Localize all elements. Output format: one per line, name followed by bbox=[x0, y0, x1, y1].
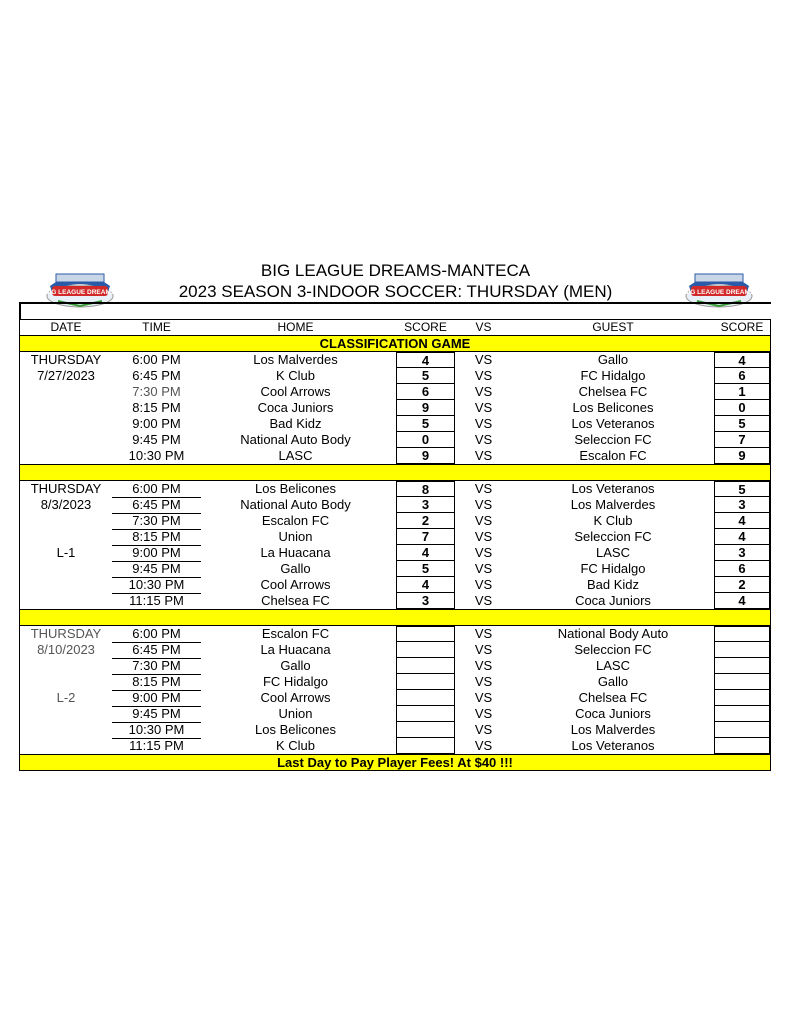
date-cell: 7/27/2023 bbox=[37, 368, 95, 383]
game-row bbox=[20, 497, 770, 513]
game-row bbox=[20, 674, 770, 690]
home-team: Los Belicones bbox=[255, 722, 336, 737]
guest-team: Bad Kidz bbox=[586, 577, 640, 592]
vs-label: VS bbox=[474, 706, 493, 721]
game-row bbox=[20, 593, 770, 609]
game-row bbox=[20, 626, 770, 642]
date-cell bbox=[20, 561, 112, 577]
home-score: 8 bbox=[396, 481, 455, 497]
guest-score bbox=[714, 642, 770, 658]
home-team: Union bbox=[278, 529, 313, 544]
vs-label: VS bbox=[474, 690, 493, 705]
date-cell bbox=[20, 448, 112, 464]
game-row bbox=[20, 706, 770, 722]
time-cell: 7:30 PM bbox=[112, 513, 201, 530]
home-score bbox=[396, 738, 455, 754]
vs-label: VS bbox=[474, 577, 493, 592]
home-team: Cool Arrows bbox=[260, 384, 331, 399]
home-score bbox=[396, 722, 455, 738]
guest-team: Coca Juniors bbox=[575, 593, 651, 608]
time-cell: 6:00 PM bbox=[112, 481, 201, 498]
vs-label: VS bbox=[474, 722, 493, 737]
column-header-row bbox=[20, 320, 770, 336]
guest-team: National Body Auto bbox=[557, 626, 669, 641]
weeks-container bbox=[20, 352, 770, 754]
guest-score: 2 bbox=[714, 577, 770, 593]
home-team: Escalon FC bbox=[261, 626, 330, 641]
column-header-date: DATE bbox=[50, 320, 82, 334]
guest-team: K Club bbox=[593, 513, 633, 528]
time-cell: 8:15 PM bbox=[132, 400, 181, 415]
home-team: Los Malverdes bbox=[253, 352, 338, 367]
time-cell: 9:45 PM bbox=[132, 432, 181, 447]
home-team: Cool Arrows bbox=[260, 577, 331, 592]
home-score bbox=[396, 626, 455, 642]
home-score: 9 bbox=[396, 400, 455, 416]
guest-team: Los Belicones bbox=[572, 400, 654, 415]
time-cell: 9:45 PM bbox=[112, 706, 201, 723]
time-cell: 8:15 PM bbox=[112, 529, 201, 546]
guest-score bbox=[714, 738, 770, 754]
home-score: 5 bbox=[396, 368, 455, 384]
vs-label: VS bbox=[474, 513, 493, 528]
week-separator bbox=[20, 464, 770, 481]
home-score bbox=[396, 690, 455, 706]
guest-score: 5 bbox=[714, 481, 770, 497]
date-cell bbox=[20, 658, 112, 674]
game-row bbox=[20, 577, 770, 593]
classification-banner: CLASSIFICATION GAME bbox=[20, 336, 770, 352]
date-cell bbox=[20, 722, 112, 738]
game-row bbox=[20, 561, 770, 577]
home-team: K Club bbox=[275, 368, 316, 383]
vs-label: VS bbox=[474, 561, 493, 576]
guest-team: Chelsea FC bbox=[578, 690, 648, 705]
guest-team: Los Malverdes bbox=[570, 722, 656, 737]
vs-label: VS bbox=[474, 545, 493, 560]
guest-score: 6 bbox=[714, 561, 770, 577]
guest-score: 0 bbox=[714, 400, 770, 416]
home-team: FC Hidalgo bbox=[262, 674, 329, 689]
column-header-guest-score: SCORE bbox=[720, 320, 764, 334]
home-score bbox=[396, 642, 455, 658]
footer-note: Last Day to Pay Player Fees! At $40 !!! bbox=[20, 754, 770, 770]
time-cell: 10:30 PM bbox=[112, 577, 201, 594]
game-row bbox=[20, 529, 770, 545]
time-cell: 7:30 PM bbox=[132, 384, 181, 399]
page-subtitle: 2023 SEASON 3-INDOOR SOCCER: THURSDAY (MEN) bbox=[178, 282, 613, 301]
home-team: Gallo bbox=[280, 561, 311, 576]
home-team: Escalon FC bbox=[261, 513, 330, 528]
home-score: 4 bbox=[396, 545, 455, 561]
home-team: Cool Arrows bbox=[260, 690, 331, 705]
time-cell: 7:30 PM bbox=[112, 658, 201, 675]
guest-score: 5 bbox=[714, 416, 770, 432]
game-row bbox=[20, 448, 770, 464]
home-team: LASC bbox=[278, 448, 313, 463]
guest-score bbox=[714, 706, 770, 722]
game-row bbox=[20, 384, 770, 400]
time-cell: 9:00 PM bbox=[132, 416, 181, 431]
date-cell bbox=[20, 738, 112, 754]
home-score: 5 bbox=[396, 561, 455, 577]
guest-score bbox=[714, 690, 770, 706]
vs-label: VS bbox=[474, 674, 493, 689]
game-row bbox=[20, 400, 770, 416]
home-score bbox=[396, 674, 455, 690]
column-header-vs: VS bbox=[475, 320, 492, 334]
vs-label: VS bbox=[474, 368, 493, 383]
guest-team: Seleccion FC bbox=[574, 432, 652, 447]
time-cell: 6:00 PM bbox=[112, 626, 201, 643]
home-score: 4 bbox=[396, 577, 455, 593]
home-score: 2 bbox=[396, 513, 455, 529]
date-cell bbox=[20, 577, 112, 593]
vs-label: VS bbox=[474, 352, 493, 367]
guest-team: Gallo bbox=[597, 674, 629, 689]
guest-score: 1 bbox=[714, 384, 770, 400]
guest-score bbox=[714, 722, 770, 738]
date-cell: 8/10/2023 bbox=[37, 642, 95, 657]
home-team: Union bbox=[278, 706, 313, 721]
column-header-home: HOME bbox=[277, 320, 314, 334]
guest-score: 4 bbox=[714, 529, 770, 545]
guest-team: LASC bbox=[596, 658, 630, 673]
guest-team: FC Hidalgo bbox=[580, 368, 646, 383]
time-cell: 6:00 PM bbox=[132, 352, 181, 367]
date-cell bbox=[20, 416, 112, 432]
guest-score bbox=[714, 658, 770, 674]
game-row bbox=[20, 368, 770, 384]
guest-team: Los Veteranos bbox=[571, 416, 655, 431]
time-cell: 8:15 PM bbox=[112, 674, 201, 691]
date-cell: THURSDAY bbox=[30, 352, 102, 367]
schedule-table bbox=[19, 319, 771, 771]
home-team: National Auto Body bbox=[240, 432, 351, 447]
game-row bbox=[20, 642, 770, 658]
time-cell: 6:45 PM bbox=[132, 368, 181, 383]
guest-score: 6 bbox=[714, 368, 770, 384]
vs-label: VS bbox=[474, 432, 493, 447]
vs-label: VS bbox=[474, 738, 493, 753]
guest-team: Los Veteranos bbox=[571, 738, 655, 753]
column-header-home-score: SCORE bbox=[404, 320, 447, 334]
date-cell bbox=[20, 674, 112, 690]
title-rule-tick bbox=[19, 302, 21, 320]
vs-label: VS bbox=[474, 400, 493, 415]
date-cell bbox=[20, 432, 112, 448]
home-score: 7 bbox=[396, 529, 455, 545]
page-title: BIG LEAGUE DREAMS-MANTECA bbox=[260, 261, 531, 280]
time-cell: 9:45 PM bbox=[112, 561, 201, 578]
time-cell: 11:15 PM bbox=[112, 593, 201, 610]
time-cell: 6:45 PM bbox=[112, 497, 201, 514]
home-score: 9 bbox=[396, 448, 455, 464]
home-score bbox=[396, 706, 455, 722]
home-team: National Auto Body bbox=[240, 497, 351, 512]
date-cell bbox=[20, 706, 112, 722]
game-row bbox=[20, 738, 770, 754]
time-cell: 6:45 PM bbox=[112, 642, 201, 659]
date-cell bbox=[20, 384, 112, 400]
game-row bbox=[20, 352, 770, 368]
vs-label: VS bbox=[474, 416, 493, 431]
guest-score: 7 bbox=[714, 432, 770, 448]
vs-label: VS bbox=[474, 658, 493, 673]
vs-label: VS bbox=[474, 448, 493, 463]
date-cell: THURSDAY bbox=[30, 481, 102, 496]
vs-label: VS bbox=[474, 529, 493, 544]
time-cell: 11:15 PM bbox=[112, 738, 201, 755]
guest-score: 9 bbox=[714, 448, 770, 464]
vs-label: VS bbox=[474, 497, 493, 512]
date-cell bbox=[20, 593, 112, 609]
svg-text:BIG LEAGUE DREAMS: BIG LEAGUE DREAMS bbox=[683, 289, 755, 296]
game-row bbox=[20, 690, 770, 706]
guest-team: Seleccion FC bbox=[574, 642, 652, 657]
home-score: 3 bbox=[396, 497, 455, 513]
home-team: La Huacana bbox=[260, 642, 331, 657]
home-score: 3 bbox=[396, 593, 455, 609]
vs-label: VS bbox=[474, 626, 493, 641]
column-header-time: TIME bbox=[142, 320, 171, 334]
vs-label: VS bbox=[474, 642, 493, 657]
home-team: La Huacana bbox=[260, 545, 331, 560]
game-row bbox=[20, 432, 770, 448]
guest-team: FC Hidalgo bbox=[580, 561, 646, 576]
home-team: Gallo bbox=[280, 658, 311, 673]
game-row bbox=[20, 545, 770, 561]
game-row bbox=[20, 481, 770, 497]
time-cell: 10:30 PM bbox=[112, 722, 201, 739]
guest-score: 3 bbox=[714, 497, 770, 513]
home-score: 6 bbox=[396, 384, 455, 400]
guest-score: 4 bbox=[714, 593, 770, 609]
game-row bbox=[20, 722, 770, 738]
guest-team: Escalon FC bbox=[579, 448, 647, 463]
date-cell: L-1 bbox=[56, 545, 76, 560]
guest-team: Seleccion FC bbox=[574, 529, 652, 544]
home-score: 5 bbox=[396, 416, 455, 432]
game-row bbox=[20, 513, 770, 529]
week-separator bbox=[20, 609, 770, 626]
date-cell bbox=[20, 400, 112, 416]
home-team: Coca Juniors bbox=[257, 400, 334, 415]
date-cell: L-2 bbox=[56, 690, 76, 705]
guest-team: Los Malverdes bbox=[570, 497, 656, 512]
guest-team: Gallo bbox=[597, 352, 629, 367]
svg-text:BIG LEAGUE DREAMS: BIG LEAGUE DREAMS bbox=[44, 289, 116, 296]
home-score bbox=[396, 658, 455, 674]
guest-score: 4 bbox=[714, 352, 770, 368]
time-cell: 9:00 PM bbox=[112, 690, 201, 707]
date-cell bbox=[20, 529, 112, 545]
game-row bbox=[20, 658, 770, 674]
guest-score bbox=[714, 674, 770, 690]
guest-team: Coca Juniors bbox=[575, 706, 651, 721]
home-team: Los Belicones bbox=[255, 481, 336, 496]
guest-team: Los Veteranos bbox=[571, 481, 655, 496]
vs-label: VS bbox=[474, 481, 493, 496]
guest-team: Chelsea FC bbox=[578, 384, 648, 399]
date-cell: THURSDAY bbox=[30, 626, 102, 641]
title-rule bbox=[19, 302, 771, 304]
guest-score: 4 bbox=[714, 513, 770, 529]
vs-label: VS bbox=[474, 384, 493, 399]
home-score: 4 bbox=[396, 352, 455, 368]
date-cell: 8/3/2023 bbox=[40, 497, 92, 512]
home-team: Bad Kidz bbox=[269, 416, 322, 431]
home-team: Chelsea FC bbox=[261, 593, 330, 608]
date-cell bbox=[20, 513, 112, 529]
home-team: K Club bbox=[275, 738, 316, 753]
guest-score bbox=[714, 626, 770, 642]
time-cell: 9:00 PM bbox=[112, 545, 201, 562]
home-score: 0 bbox=[396, 432, 455, 448]
vs-label: VS bbox=[474, 593, 493, 608]
column-header-guest: GUEST bbox=[592, 320, 634, 334]
game-row bbox=[20, 416, 770, 432]
guest-team: LASC bbox=[596, 545, 630, 560]
time-cell: 10:30 PM bbox=[128, 448, 185, 463]
guest-score: 3 bbox=[714, 545, 770, 561]
